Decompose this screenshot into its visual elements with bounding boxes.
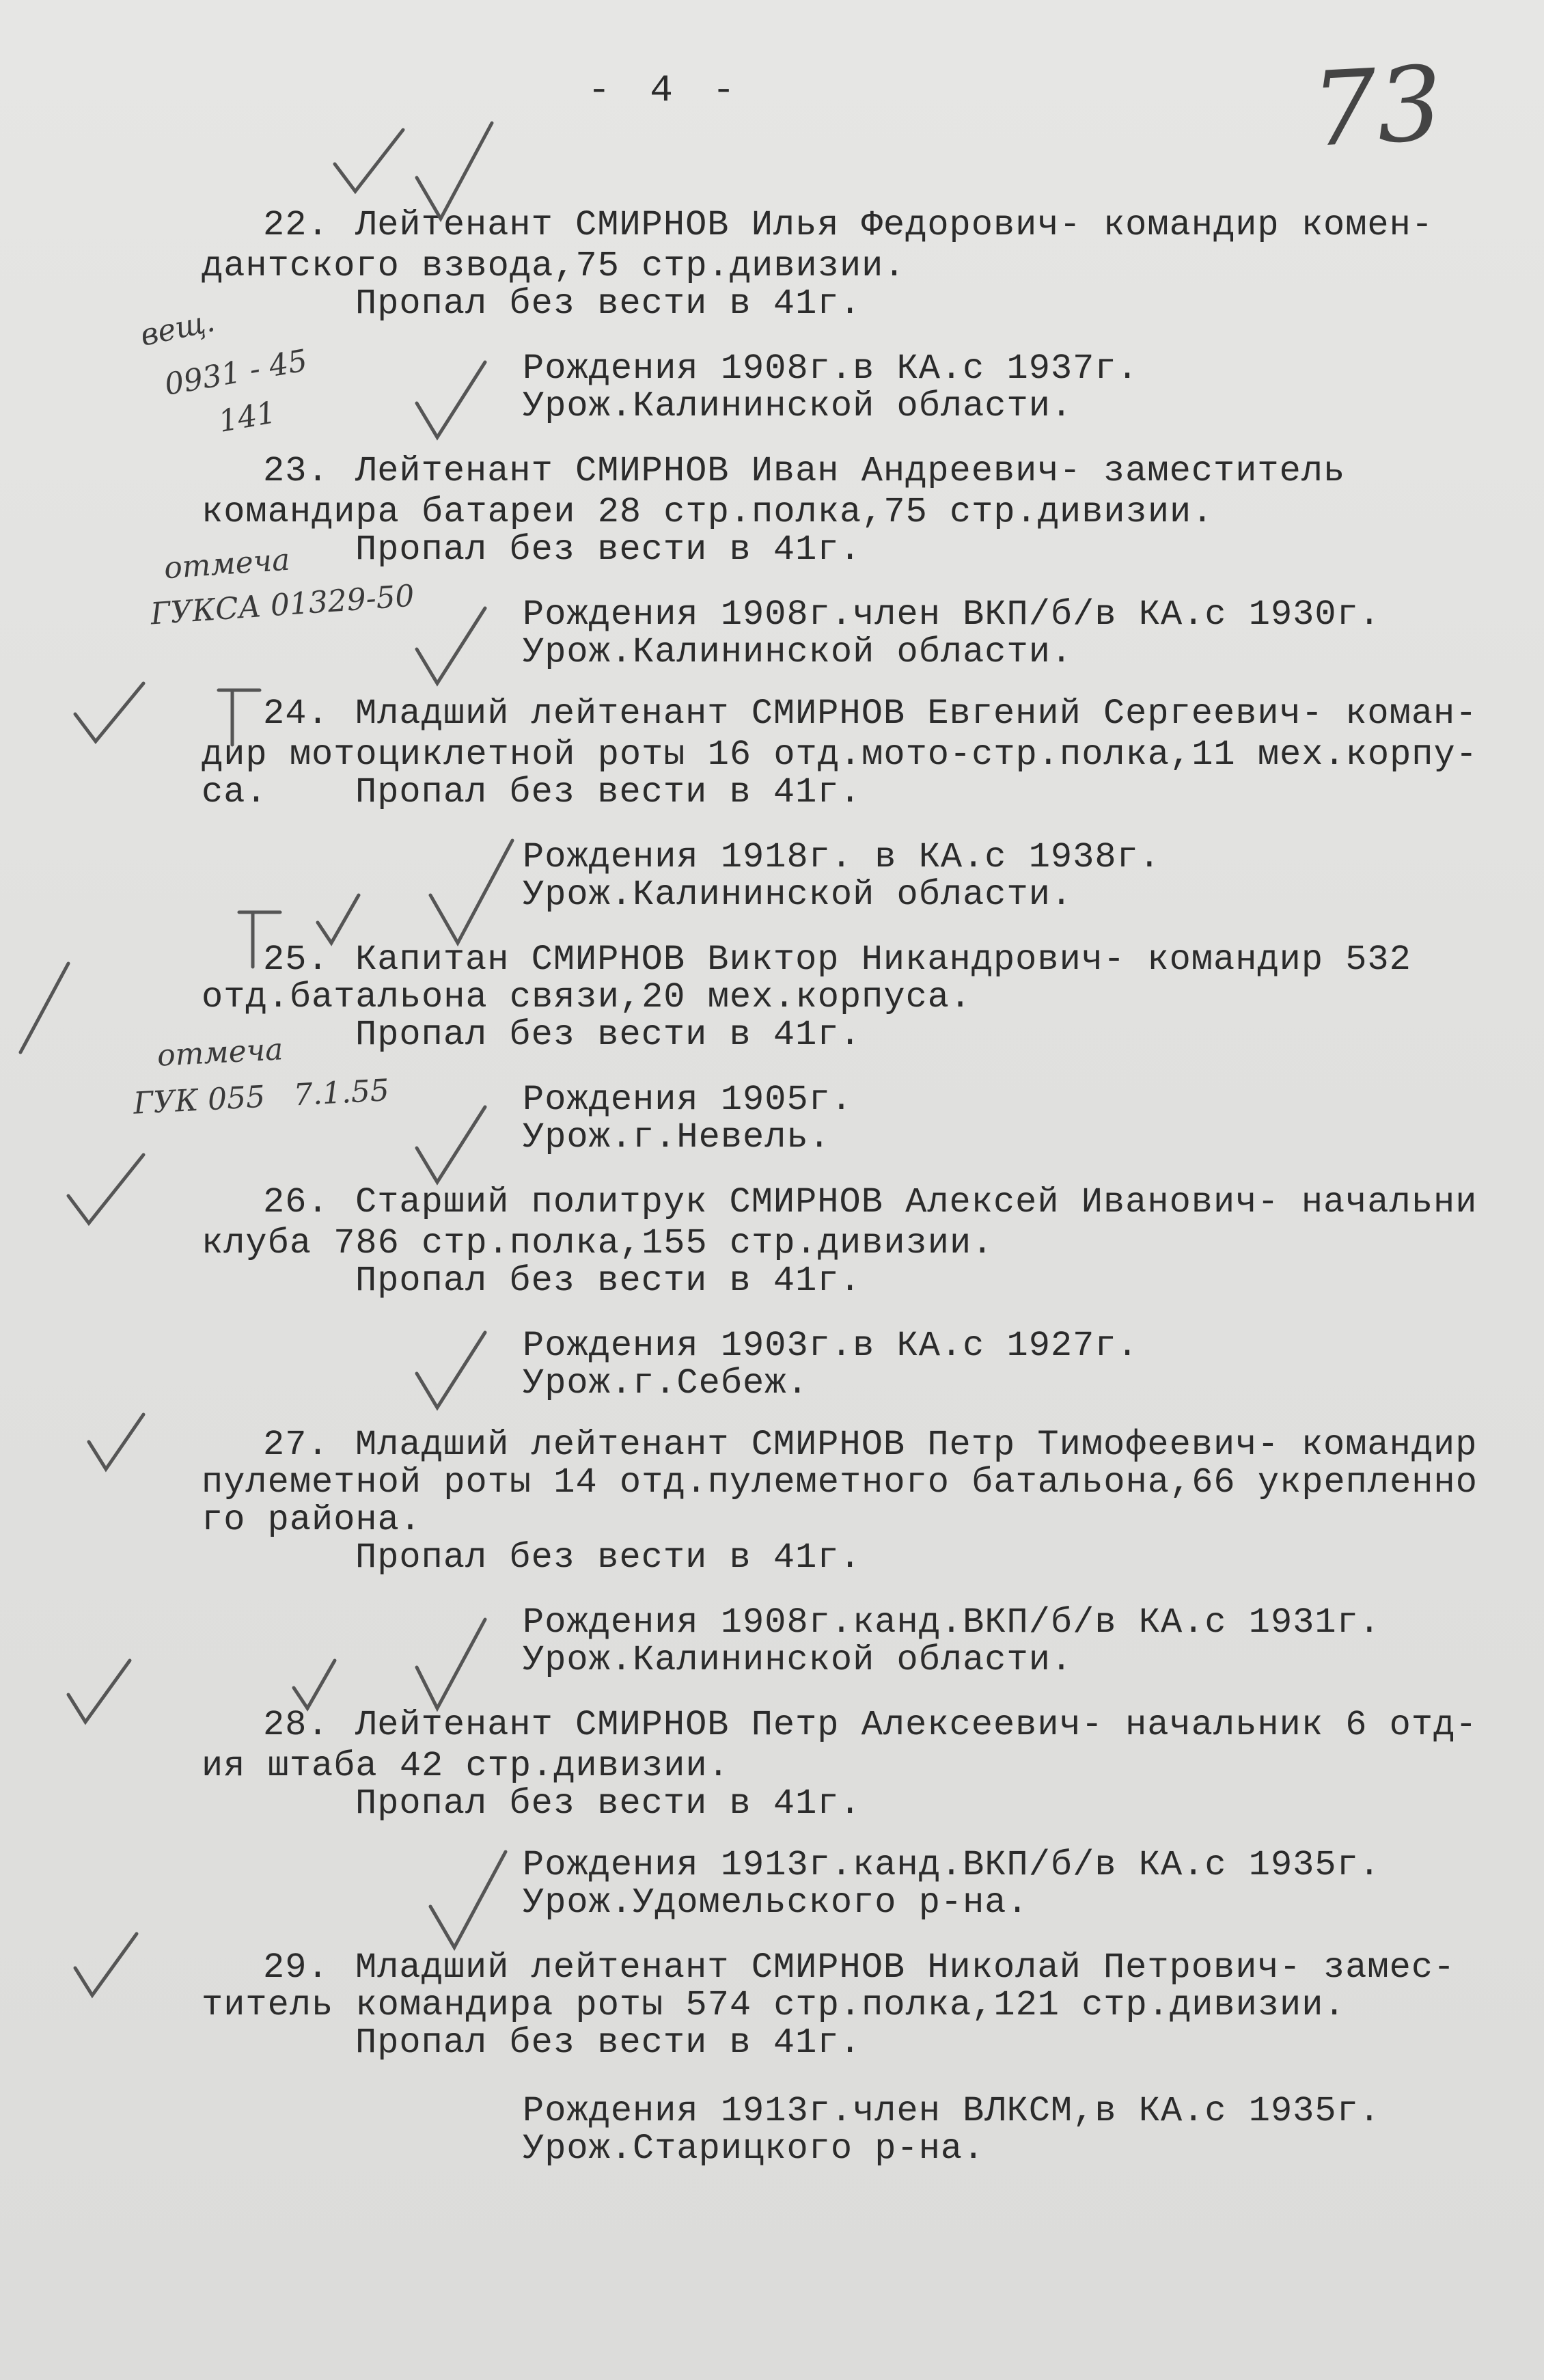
entry-22-head: Лейтенант СМИРНОВ Илья Федорович- командир комен- (355, 205, 1434, 245)
entry-24-birth: Рождения 1918г. в КА.с 1938г. (523, 837, 1161, 877)
entry-22-line2: дантского взвода,75 стр.дивизии. (202, 246, 906, 286)
check-mark-icon (328, 123, 410, 205)
entry-29-status: Пропал без вести в 41г. (355, 2023, 861, 2063)
margin-note-1c: 141 (216, 395, 279, 439)
entry-26-status: Пропал без вести в 41г. (355, 1261, 861, 1301)
entry-29-line2: титель командира роты 574 стр.полка,121 стр.дивизии. (202, 1985, 1346, 2025)
entry-24-origin: Урож.Калининской области. (523, 875, 1073, 915)
entry-25-birth: Рождения 1905г. (523, 1080, 853, 1120)
entry-23-line2: командира батареи 28 стр.полка,75 стр.дивизии. (202, 492, 1214, 532)
margin-note-2b: ГУКСА 01329-50 (149, 578, 416, 632)
entry-28-origin: Урож.Удомельского р-на. (523, 1883, 1029, 1923)
entry-25-origin: Урож.г.Невель. (523, 1117, 831, 1158)
check-mark-icon (410, 1326, 492, 1414)
entry-23-number: 23. (263, 451, 329, 491)
check-mark-icon (287, 1654, 342, 1715)
entry-28-number: 28. (263, 1705, 329, 1745)
entry-29-birth: Рождения 1913г.член ВЛКСМ,в КА.с 1935г. (523, 2091, 1381, 2131)
entry-24-status: Пропал без вести в 41г. (355, 772, 861, 812)
check-mark-icon (14, 957, 75, 1059)
entry-27-line2: пулеметной роты 14 отд.пулеметного батальона,66 укрепленно (202, 1462, 1478, 1503)
check-mark-icon (410, 1100, 492, 1189)
margin-note-1a: вещ. (137, 303, 218, 353)
entry-28-status: Пропал без вести в 41г. (355, 1783, 861, 1824)
check-mark-icon (410, 1613, 492, 1715)
margin-note-3b: ГУК 055 7.1.55 (132, 1073, 390, 1121)
check-mark-icon (424, 834, 519, 950)
bracket-mark-icon (232, 905, 287, 974)
check-mark-icon (61, 1654, 137, 1729)
entry-25-line2: отд.батальона связи,20 мех.корпуса. (202, 977, 972, 1017)
entry-24-line2: дир мотоциклетной роты 16 отд.мото-стр.полка,11 мех.корпу- (202, 735, 1478, 775)
entry-27-birth: Рождения 1908г.канд.ВКП/б/в КА.с 1931г. (523, 1602, 1381, 1643)
entry-26-origin: Урож.г.Себеж. (523, 1363, 809, 1404)
entry-22-origin: Урож.Калининской области. (523, 386, 1073, 426)
entry-28-head: Лейтенант СМИРНОВ Петр Алексеевич- начальник 6 отд- (355, 1705, 1478, 1745)
check-mark-icon (424, 1845, 512, 1954)
entry-27-head: Младший лейтенант СМИРНОВ Петр Тимофеевич- командир (355, 1425, 1478, 1465)
entry-25-status: Пропал без вести в 41г. (355, 1015, 861, 1055)
entry-27-line3: го района. (202, 1500, 422, 1540)
check-mark-icon (68, 1927, 143, 2002)
entry-22-status: Пропал без вести в 41г. (355, 284, 861, 324)
entry-25-number: 25. (263, 940, 329, 980)
entry-28-line2: ия штаба 42 стр.дивизии. (202, 1746, 730, 1786)
check-mark-icon (61, 1148, 150, 1230)
check-mark-icon (82, 1408, 150, 1476)
entry-22-number: 22. (263, 205, 329, 245)
check-mark-icon (410, 355, 492, 444)
entry-26-head: Старший политрук СМИРНОВ Алексей Иванович- начальни (355, 1182, 1478, 1222)
entry-27-number: 27. (263, 1425, 329, 1465)
entry-29-origin: Урож.Старицкого р-на. (523, 2129, 985, 2169)
entry-29-head: Младший лейтенант СМИРНОВ Николай Петрович- замес- (355, 1947, 1456, 1988)
entry-26-birth: Рождения 1903г.в КА.с 1927г. (523, 1326, 1139, 1366)
entry-23-origin: Урож.Калининской области. (523, 632, 1073, 672)
check-mark-icon (410, 601, 492, 690)
entry-22-birth: Рождения 1908г.в КА.с 1937г. (523, 348, 1139, 389)
entry-24-head: Младший лейтенант СМИРНОВ Евгений Сергеевич- коман- (355, 694, 1478, 734)
entry-23-birth: Рождения 1908г.член ВКП/б/в КА.с 1930г. (523, 594, 1381, 635)
margin-note-2a: отмеча (163, 542, 291, 586)
entry-25-head: Капитан СМИРНОВ Виктор Никандрович- командир 532 (355, 940, 1411, 980)
entry-26-line2: клуба 786 стр.полка,155 стр.дивизии. (202, 1223, 994, 1263)
bracket-mark-icon (212, 683, 266, 752)
check-mark-icon (410, 116, 499, 225)
entry-23-head: Лейтенант СМИРНОВ Иван Андреевич- заместитель (355, 451, 1346, 491)
entry-27-origin: Урож.Калининской области. (523, 1640, 1073, 1680)
entry-24-line3: са. (202, 772, 268, 812)
entry-29-number: 29. (263, 1947, 329, 1988)
entry-24-number: 24. (263, 694, 329, 734)
check-mark-icon (68, 676, 150, 752)
entry-28-birth: Рождения 1913г.канд.ВКП/б/в КА.с 1935г. (523, 1845, 1381, 1885)
entry-23-status: Пропал без вести в 41г. (355, 530, 861, 570)
entry-26-number: 26. (263, 1182, 329, 1222)
margin-note-3a: отмеча (156, 1032, 284, 1073)
page-number: - 4 - (588, 68, 744, 112)
entry-27-status: Пропал без вести в 41г. (355, 1537, 861, 1578)
check-mark-icon (311, 888, 366, 950)
margin-note-1b: 0931 - 45 (162, 343, 310, 402)
archive-sheet-number: 73 (1308, 44, 1446, 170)
